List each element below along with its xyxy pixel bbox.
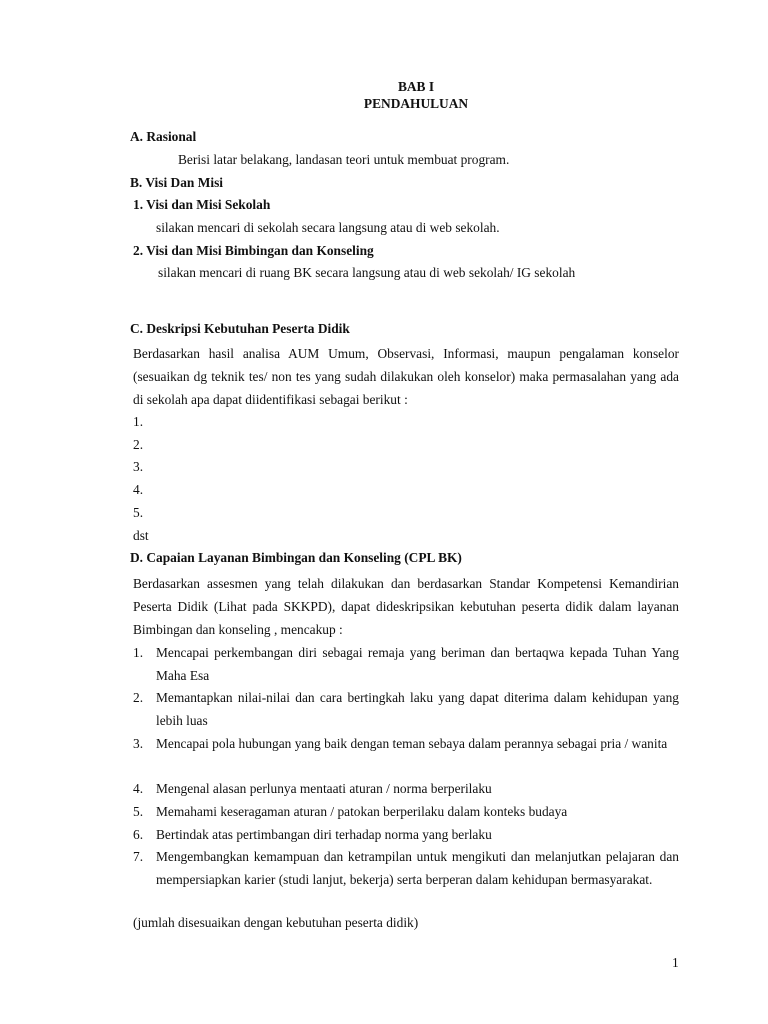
page-number: 1 [672,955,679,970]
list-item [133,733,679,756]
section-b-item1-text: silakan mencari di sekolah secara langsung atau di web sekolah. [156,220,500,235]
section-d-note: (jumlah disesuaikan dengan kebutuhan peserta didik) [133,915,419,930]
list-number: 2. [133,690,144,705]
list-item: 5. [133,505,144,520]
list-item: 4. [133,482,144,497]
section-c-heading: C. Deskripsi Kebutuhan Peserta Didik [130,321,350,336]
list-text: Memahami keseragaman aturan / patokan berperilaku dalam konteks budaya [156,804,568,819]
list-text: Mengenal alasan perlunya mentaati aturan / norma berperilaku [156,781,492,796]
list-item [133,687,679,733]
chapter-title: PENDAHULUAN [363,96,469,111]
list-text: Mencapai perkembangan diri sebagai remaja yang beriman dan bertaqwa kepada Tuhan Yang Maha Esa [156,645,679,683]
section-b-heading: B. Visi Dan Misi [130,175,224,190]
section-d-paragraph: Berdasarkan assesmen yang telah dilakukan dan berdasarkan Standar Kompetensi Kemandirian Peserta Didik (Lihat pada SKKPD), dapat dideskripsikan kebutuhan peserta didik dalam layanan Bimbingan dan konseling , mencakup : [133,576,679,637]
list-number: 3. [133,736,144,751]
list-item [133,801,679,824]
section-b-item2-text: silakan mencari di ruang BK secara langsung atau di web sekolah/ IG sekolah [158,265,576,280]
list-number: 4. [133,781,144,796]
section-c-paragraph: Berdasarkan hasil analisa AUM Umum, Observasi, Informasi, maupun pengalaman konselor (sesuaikan dg teknik tes/ non tes yang sudah dilakukan oleh konselor) maka permasalahan yang ada di sekolah apa dapat diidentifikasi sebagai berikut : [133,346,679,407]
section-a-heading: A. Rasional [130,129,197,144]
list-number: 1. [133,645,144,660]
section-b-item2-heading: 2. Visi dan Misi Bimbingan dan Konseling [133,243,374,258]
list-item [133,846,679,892]
section-b-item1-heading: 1. Visi dan Misi Sekolah [133,197,271,212]
list-text: Memantapkan nilai-nilai dan cara bertingkah laku yang dapat diterima dalam kehidupan yang lebih luas [156,690,679,728]
list-item [133,642,679,688]
list-text: Mengembangkan kemampuan dan ketrampilan untuk mengikuti dan melanjutkan pelajaran dan mempersiapkan karier (studi lanjut, bekerja) serta berperan dalam kehidupan bermasyarakat. [156,849,679,887]
list-item: dst [133,528,149,543]
chapter-label: BAB I [397,79,435,94]
list-item [133,824,679,847]
list-item: 1. [133,414,144,429]
list-number: 7. [133,849,144,864]
list-text: Mencapai pola hubungan yang baik dengan teman sebaya dalam perannya sebagai pria / wanita [156,736,668,751]
list-text: Bertindak atas pertimbangan diri terhadap norma yang berlaku [156,827,492,842]
section-d-heading: D. Capaian Layanan Bimbingan dan Konseling (CPL BK) [130,550,462,565]
list-item: 2. [133,437,144,452]
list-number: 6. [133,827,144,842]
list-number: 5. [133,804,144,819]
section-a-text: Berisi latar belakang, landasan teori untuk membuat program. [178,152,510,167]
list-item: 3. [133,459,144,474]
list-item [133,778,679,801]
